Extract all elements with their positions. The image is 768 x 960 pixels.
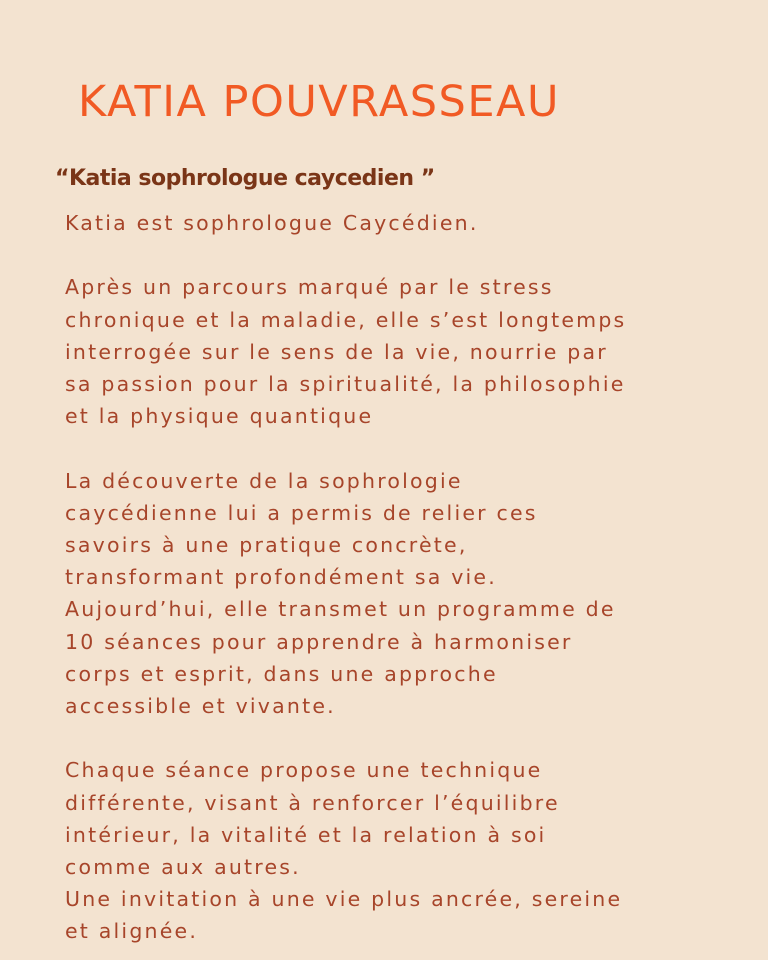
text-line: Une invitation à une vie plus ancrée, sereine — [65, 887, 623, 912]
text-line: caycédienne lui a permis de relier ces — [65, 500, 538, 525]
text-line: transformant profondément sa vie. — [65, 565, 497, 590]
paragraph-2 — [65, 465, 755, 723]
text-line: corps et esprit, dans une approche — [65, 661, 498, 686]
text-line: accessible et vivante. — [65, 694, 336, 719]
paragraph-gap — [65, 722, 755, 754]
text-line: Chaque séance propose une technique — [65, 758, 543, 783]
paragraph-3 — [65, 754, 755, 947]
text-line: comme aux autres. — [65, 855, 301, 880]
text-line: La découverte de la sophrologie — [65, 468, 463, 493]
biography-text — [65, 207, 755, 948]
text-line: différente, visant à renforcer l’équilibre — [65, 790, 560, 815]
paragraph-gap — [65, 432, 755, 464]
text-line: sa passion pour la spiritualité, la philosophie — [65, 372, 626, 396]
text-line: Après un parcours marqué par le stress — [65, 275, 554, 300]
text-line: savoirs à une pratique concrète, — [65, 533, 468, 557]
text-line: chronique et la maladie, elle s’est longtemps — [65, 307, 627, 332]
page-title: KATIA POUVRASSEAU — [78, 77, 560, 127]
text-line: 10 séances pour apprendre à harmoniser — [65, 629, 573, 654]
text-line: et alignée. — [65, 919, 199, 944]
text-line: Aujourd’hui, elle transmet un programme de — [65, 597, 616, 622]
text-line: interrogée sur le sens de la vie, nourrie par — [65, 339, 608, 364]
text-line: intérieur, la vitalité et la relation à soi — [65, 822, 547, 847]
intro-line: Katia est sophrologue Caycédien. — [65, 211, 479, 235]
paragraph-1 — [65, 271, 755, 432]
text-line: et la physique quantique — [65, 404, 374, 429]
paragraph-gap — [65, 239, 755, 271]
subtitle-quote: “Katia sophrologue caycedien ” — [55, 166, 435, 191]
